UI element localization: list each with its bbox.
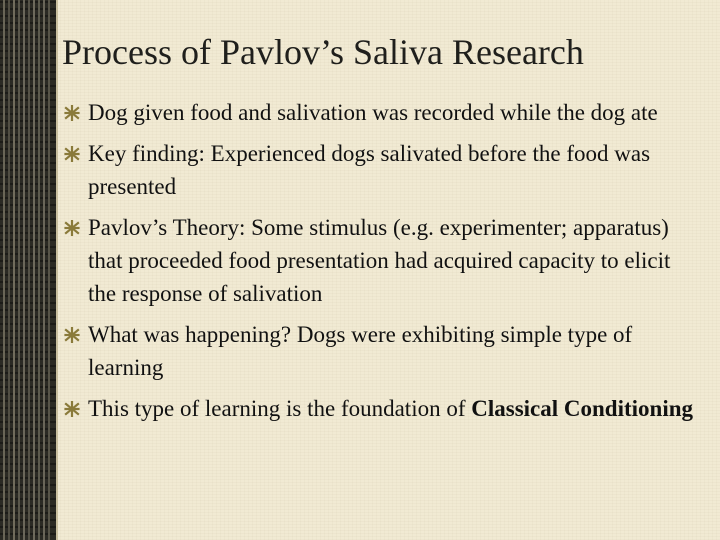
bullet-text: Key finding: Experienced dogs salivated before the food was presented (88, 141, 651, 199)
bullet-item (62, 211, 702, 310)
bullet-text: Pavlov’s Theory: Some stimulus (e.g. experimenter; apparatus) that proceeded food presentation had acquired capacity to elicit the response of salivation (88, 215, 671, 306)
asterisk-bullet-icon (64, 146, 80, 162)
bullet-text: This type of learning is the foundation of (88, 396, 472, 421)
asterisk-bullet-icon (64, 105, 80, 121)
decorative-left-border (0, 0, 56, 540)
bullet-list (62, 96, 702, 433)
bullet-bold-term: Classical Conditioning (471, 396, 694, 421)
slide-title: Process of Pavlov’s Saliva Research (62, 32, 584, 72)
bullet-text: What was happening? Dogs were exhibiting simple type of learning (88, 322, 633, 380)
bullet-item (62, 318, 702, 384)
bullet-item (62, 96, 702, 129)
asterisk-bullet-icon (64, 401, 80, 417)
bullet-item (62, 137, 702, 203)
asterisk-bullet-icon (64, 220, 80, 236)
asterisk-bullet-icon (64, 327, 80, 343)
bullet-item (62, 392, 702, 425)
left-border-edge (56, 0, 58, 540)
bullet-text: Dog given food and salivation was recorded while the dog ate (88, 100, 658, 125)
